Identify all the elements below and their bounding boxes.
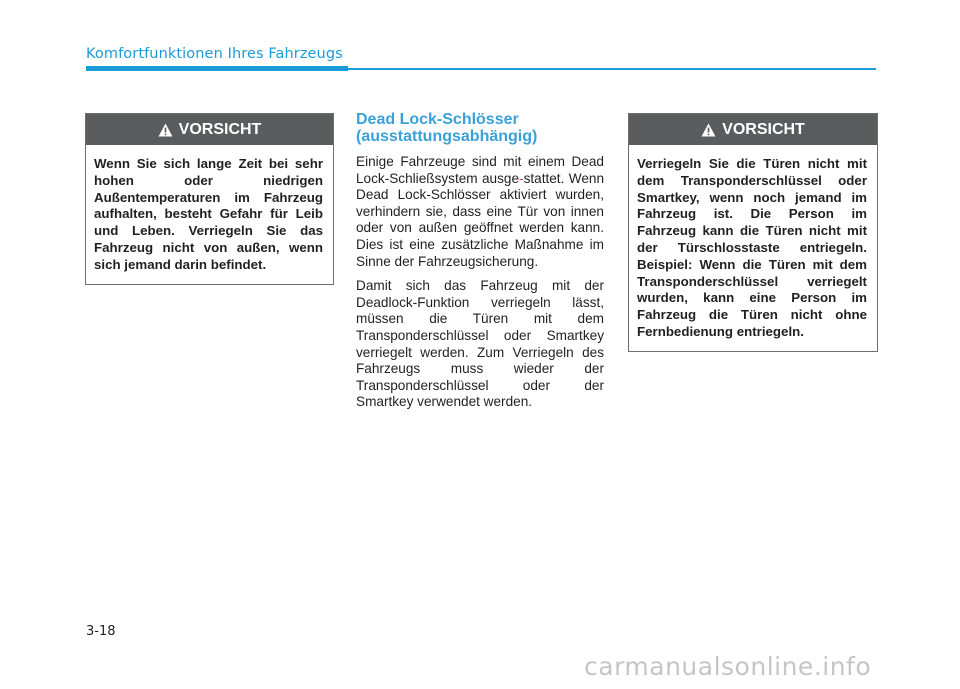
caution-header xyxy=(629,114,877,145)
warning-triangle-icon xyxy=(701,123,716,137)
body-paragraph-1-start: Einige Fahrzeuge sind mit einem Dead Lock-Schließsystem ausge xyxy=(356,154,604,186)
caution-heading: VORSICHT xyxy=(178,120,262,138)
section-title xyxy=(356,111,606,145)
section-title-line2: (ausstattungsabhängig) xyxy=(356,128,538,145)
body-paragraph-1-end: stattet. Wenn Dead Lock-Schlösser aktiviert wurden, verhindern sie, dass eine Tür von innen oder von außen geöffnet werden kann. Dies ist eine zusätzliche Maßnahme im Sinne der Fahrzeugsicherung. xyxy=(356,170,604,269)
caution-paragraph: Verriegeln Sie die Türen nicht mit dem Transponderschlüssel oder Smartkey, wenn noch jemand im Fahrzeug ist. Die Person im Fahrzeug kann die Türen nicht mit der Türschlosstaste entriegeln. Beispiel: Wenn die Türen mit dem Transponderschlüssel verriegelt wurden, kann eine Person im Fahrzeug die Türen nicht ohne Fernbedienung entriegeln. xyxy=(637,156,867,339)
header-rule-thin xyxy=(348,68,876,70)
caution-paragraph: Wenn Sie sich lange Zeit bei sehr hohen oder niedrigen Außentemperaturen im Fahrzeug aufhalten, besteht Gefahr für Leib und Leben. Verriegeln Sie das Fahrzeug nicht von außen, wenn sich jemand darin befindet. xyxy=(94,156,323,272)
caution-header xyxy=(86,114,333,145)
warning-triangle-icon xyxy=(158,123,173,137)
body-paragraph-2: Damit sich das Fahrzeug mit der Deadlock-Funktion verriegeln lässt, müssen die Türen mit dem Transponderschlüssel oder Smartkey verriegelt werden. Zum Verriegeln des Fahrzeugs muss wieder der Transponderschlüssel oder der Smartkey verwendet werden. xyxy=(356,278,604,410)
hyphen-mark: - xyxy=(519,170,524,186)
page-number: 3-18 xyxy=(86,624,116,639)
caution-text xyxy=(86,145,333,284)
section-body xyxy=(356,154,604,419)
caution-box-right xyxy=(628,113,878,352)
body-paragraph-1 xyxy=(356,154,604,270)
caution-heading: VORSICHT xyxy=(722,120,805,138)
header-rule-thick xyxy=(86,66,348,71)
caution-box-left xyxy=(85,113,334,285)
watermark: carmanualsonline.info xyxy=(584,652,872,681)
chapter-title: Komfortfunktionen Ihres Fahrzeugs xyxy=(86,46,343,62)
section-title-line1: Dead Lock-Schlösser xyxy=(356,111,519,128)
caution-text xyxy=(629,145,877,351)
